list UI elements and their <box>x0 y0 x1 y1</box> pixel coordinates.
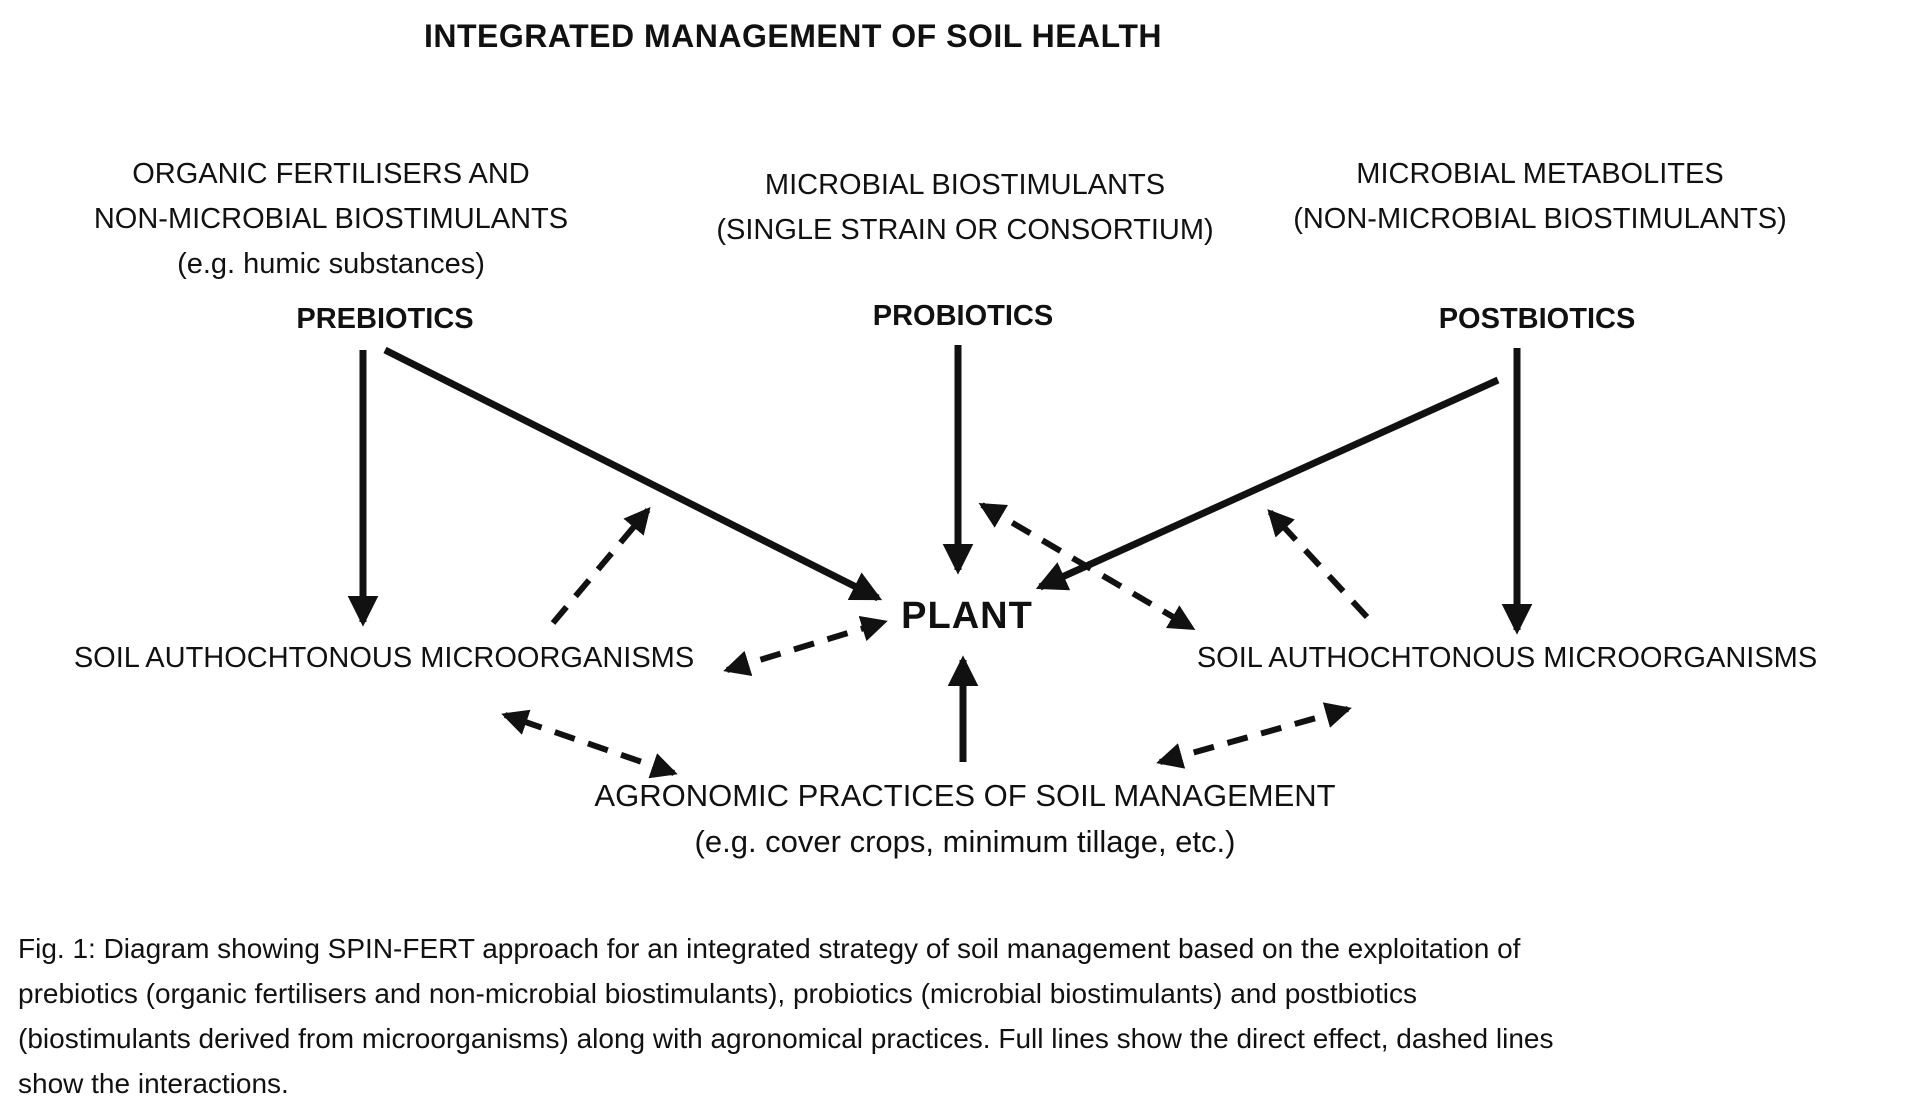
node-soil-microorganisms-right: SOIL AUTHOCHTONOUS MICROORGANISMS <box>1196 642 1818 674</box>
prebiotics-source-line-2: NON-MICROBIAL BIOSTIMULANTS <box>93 203 569 235</box>
node-prebiotics: PREBIOTICS <box>296 303 474 335</box>
edge-soil_right-to-postbiotics-pathway <box>1270 512 1367 617</box>
edge-soil_left-to-plant <box>727 622 884 670</box>
caption-line-4: show the interactions. <box>18 1068 289 1099</box>
caption-line-3: (biostimulants derived from microorganisms) along with agronomical practices. Full lines show the direct effect, dashed lines <box>18 1023 1554 1054</box>
edge-soil_left-to-prebiotics-pathway <box>553 510 648 623</box>
prebiotics-source-line-1: ORGANIC FERTILISERS AND <box>132 158 530 190</box>
node-postbiotics: POSTBIOTICS <box>1438 303 1636 335</box>
probiotics-source-line-2: (SINGLE STRAIN OR CONSORTIUM) <box>716 214 1214 246</box>
edge-prebiotics-to-plant <box>385 350 878 598</box>
node-prebiotics-source <box>94 152 568 287</box>
figure-caption <box>18 926 1554 1106</box>
node-probiotics-source <box>716 163 1213 253</box>
caption-line-2: prebiotics (organic fertilisers and non-microbial biostimulants), probiotics (microbial biostimulants) and postbiotics <box>18 978 1418 1009</box>
postbiotics-source-line-1: MICROBIAL METABOLITES <box>1356 158 1724 190</box>
edge-postbiotics-to-plant <box>1040 380 1498 587</box>
node-probiotics: PROBIOTICS <box>872 300 1054 332</box>
diagram-title: INTEGRATED MANAGEMENT OF SOIL HEALTH <box>424 18 1162 54</box>
probiotics-source-line-1: MICROBIAL BIOSTIMULANTS <box>764 169 1166 201</box>
edge-agronomic-to-soil_left <box>505 715 674 773</box>
node-soil-microorganisms-left: SOIL AUTHOCHTONOUS MICROORGANISMS <box>73 642 695 674</box>
agronomic-line-2: (e.g. cover crops, minimum tillage, etc.) <box>694 824 1236 859</box>
caption-line-1: Fig. 1: Diagram showing SPIN-FERT approach for an integrated strategy of soil management based on the exploitation of <box>18 933 1521 964</box>
agronomic-line-1: AGRONOMIC PRACTICES OF SOIL MANAGEMENT <box>594 778 1336 813</box>
node-agronomic-practices <box>594 773 1335 865</box>
edge-agronomic-to-soil_right <box>1160 709 1348 762</box>
node-plant: PLANT <box>901 595 1033 637</box>
postbiotics-source-line-2: (NON-MICROBIAL BIOSTIMULANTS) <box>1293 203 1787 235</box>
node-postbiotics-source <box>1293 152 1787 242</box>
prebiotics-source-line-3: (e.g. humic substances) <box>177 248 485 280</box>
